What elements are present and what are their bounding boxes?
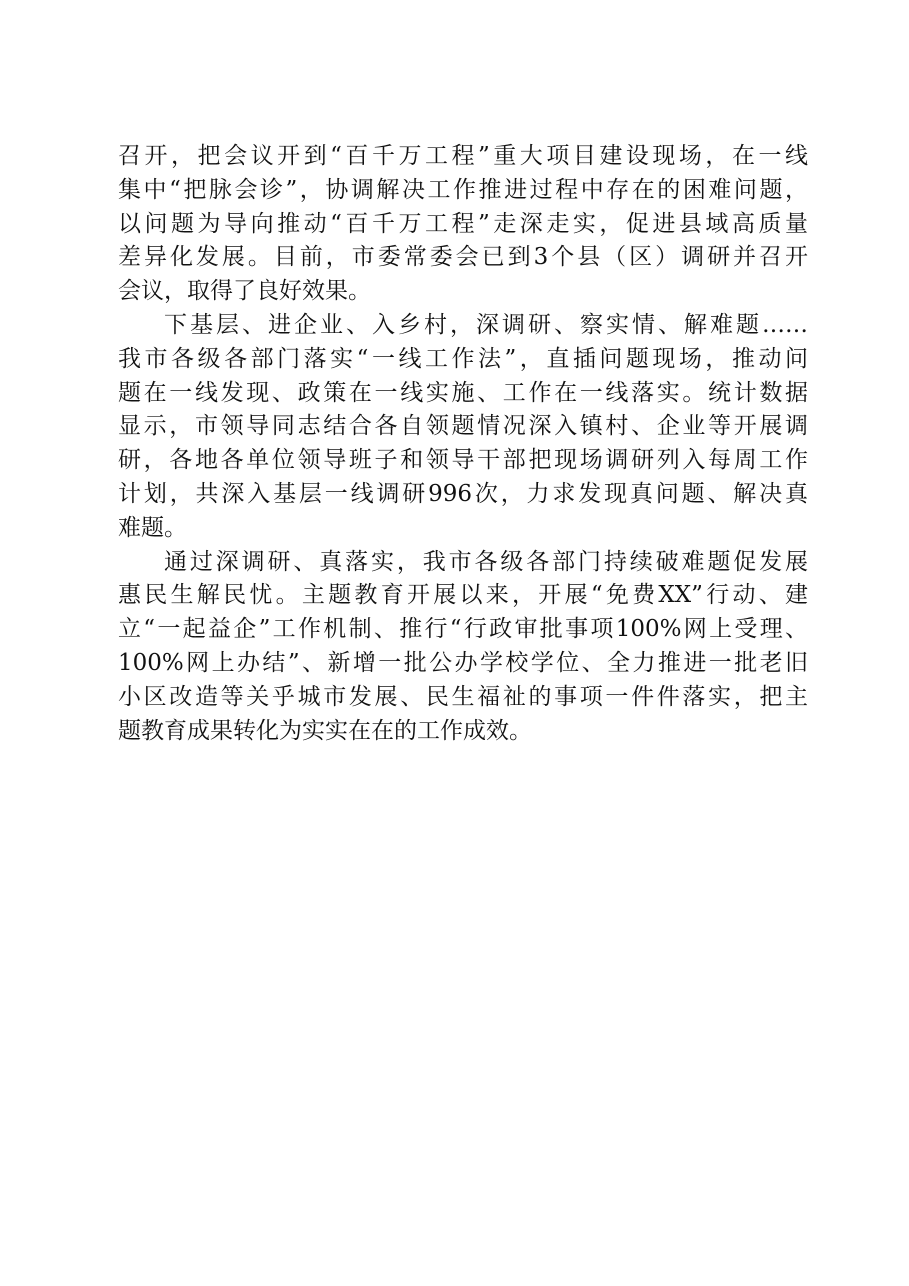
paragraph-line: 会议，取得了良好效果。: [118, 278, 371, 305]
paragraph-line: 下基层、进企业、入乡村，深调研、察实情、解难题……: [164, 311, 808, 338]
paragraph-1: [118, 140, 808, 309]
paragraph-line: 题在一线发现、政策在一线实施、工作在一线落实。统计数据: [118, 379, 808, 406]
paragraph-2: [118, 309, 808, 546]
paragraph-line: 差异化发展。目前，市委常委会已到3个县（区）调研并召开: [118, 244, 808, 271]
paragraph-3: [118, 546, 808, 749]
paragraph-line: 显示，市领导同志结合各自领题情况深入镇村、企业等开展调: [118, 413, 808, 440]
paragraph-line: 100%网上办结”、新增一批公办学校学位、全力推进一批老旧: [118, 649, 808, 676]
paragraph-line: 小区改造等关乎城市发展、民生福祉的事项一件件落实，把主: [118, 683, 808, 710]
paragraph-line: 研，各地各单位领导班子和领导干部把现场调研列入每周工作: [118, 447, 808, 474]
paragraph-line: 召开，把会议开到“百千万工程”重大项目建设现场，在一线: [118, 143, 808, 169]
paragraph-line: 立“一起益企”工作机制、推行“行政审批事项100%网上受理、: [118, 616, 808, 643]
paragraph-line: 难题。: [118, 514, 187, 541]
document-body: [118, 140, 808, 748]
paragraph-line: 集中“把脉会诊”，协调解决工作推进过程中存在的困难问题，: [118, 176, 808, 203]
paragraph-line: 题教育成果转化为实实在在的工作成效。: [118, 717, 532, 744]
paragraph-line: 以问题为导向推动“百千万工程”走深走实，促进县域高质量: [118, 210, 808, 237]
paragraph-line: 通过深调研、真落实，我市各级各部门持续破难题促发展: [164, 548, 808, 575]
paragraph-line: 计划，共深入基层一线调研996次，力求发现真问题、解决真: [118, 480, 808, 507]
paragraph-line: 我市各级各部门落实“一线工作法”，直插问题现场，推动问: [118, 345, 808, 372]
paragraph-line: 惠民生解民忧。主题教育开展以来，开展“免费XX”行动、建: [118, 582, 808, 609]
